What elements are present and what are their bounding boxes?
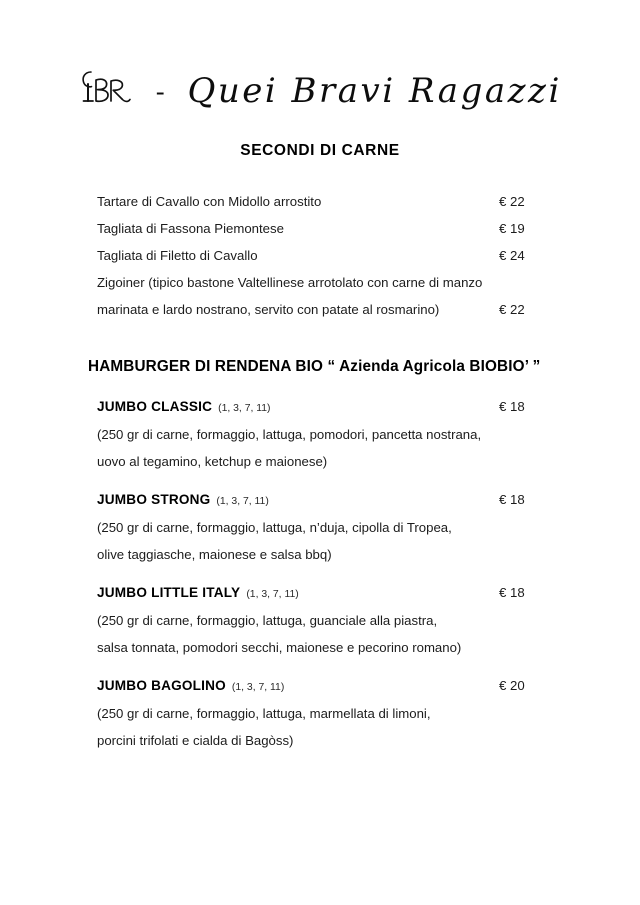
burger-item-name: JUMBO LITTLE ITALY	[97, 585, 241, 600]
burger-item-description-line: olive taggiasche, maionese e salsa bbq)	[97, 547, 332, 562]
burger-item-price: € 18	[499, 492, 525, 507]
qbr-monogram-icon	[78, 68, 140, 110]
restaurant-name: Quei Bravi Ragazzi	[187, 71, 562, 111]
burger-item-description-line: uovo al tegamino, ketchup e maionese)	[97, 454, 328, 469]
burger-item-description-line: (250 gr di carne, formaggio, lattuga, pomodori, pancetta nostrana,	[97, 427, 482, 442]
burger-item	[97, 487, 559, 568]
burger-item-description-line: salsa tonnata, pomodori secchi, maionese e pecorino romano)	[97, 640, 462, 655]
burger-item-description-line: (250 gr di carne, formaggio, lattuga, marmellata di limoni,	[97, 706, 431, 721]
menu-item-price: € 22	[499, 194, 525, 209]
burger-item-price: € 18	[499, 585, 525, 600]
secondi-items-list	[97, 188, 559, 323]
burger-item	[97, 673, 559, 754]
burger-item-price: € 18	[499, 399, 525, 414]
burger-item-header	[97, 580, 559, 607]
burger-item-description-line: (250 gr di carne, formaggio, lattuga, n’duja, cipolla di Tropea,	[97, 520, 452, 535]
burger-item-name: JUMBO STRONG	[97, 492, 211, 507]
menu-item-row	[97, 269, 559, 296]
burger-item	[97, 394, 559, 475]
menu-item-description-continued: marinata e lardo nostrano, servito con patate al rosmarino)	[97, 302, 440, 317]
menu-item-name: Zigoiner (tipico bastone Valtellinese arrotolato con carne di manzo	[97, 275, 483, 290]
burger-item	[97, 580, 559, 661]
menu-item-price: € 19	[499, 221, 525, 236]
menu-item-row	[97, 188, 559, 215]
masthead	[0, 68, 640, 110]
brand-lockup	[78, 68, 562, 110]
burger-item-price: € 20	[499, 678, 525, 693]
section-heading-secondi: SECONDI DI CARNE	[240, 142, 400, 159]
burger-item-description-line: porcini trifolati e cialda di Bagòss)	[97, 733, 294, 748]
burger-item-allergens: (1, 3, 7, 11)	[216, 496, 269, 507]
burger-item-allergens: (1, 3, 7, 11)	[218, 403, 271, 414]
burger-item-name: JUMBO CLASSIC	[97, 399, 213, 414]
menu-item-continuation-row	[97, 296, 559, 323]
burger-section-heading: HAMBURGER DI RENDENA BIO “ Azienda Agricola BIOBIO’ ”	[88, 358, 541, 375]
burger-item-header	[97, 487, 559, 514]
menu-item-price: € 22	[499, 302, 525, 317]
burger-item-allergens: (1, 3, 7, 11)	[231, 682, 285, 693]
burger-item-name: JUMBO BAGOLINO	[97, 678, 226, 693]
menu-item-name: Tagliata di Fassona Piemontese	[97, 221, 284, 236]
burger-item-allergens: (1, 3, 7, 11)	[246, 589, 299, 600]
burger-item-header	[97, 673, 559, 700]
burger-item-header	[97, 394, 559, 421]
burger-item-description-line: (250 gr di carne, formaggio, lattuga, guanciale alla piastra,	[97, 613, 438, 628]
menu-item-row	[97, 215, 559, 242]
menu-item-row	[97, 242, 559, 269]
menu-item-price: € 24	[499, 248, 525, 263]
menu-item-name: Tagliata di Filetto di Cavallo	[97, 248, 258, 263]
menu-item-name: Tartare di Cavallo con Midollo arrostito	[97, 194, 322, 209]
burger-section-heading-wrap	[88, 356, 559, 378]
brand-dash: -	[155, 77, 166, 106]
